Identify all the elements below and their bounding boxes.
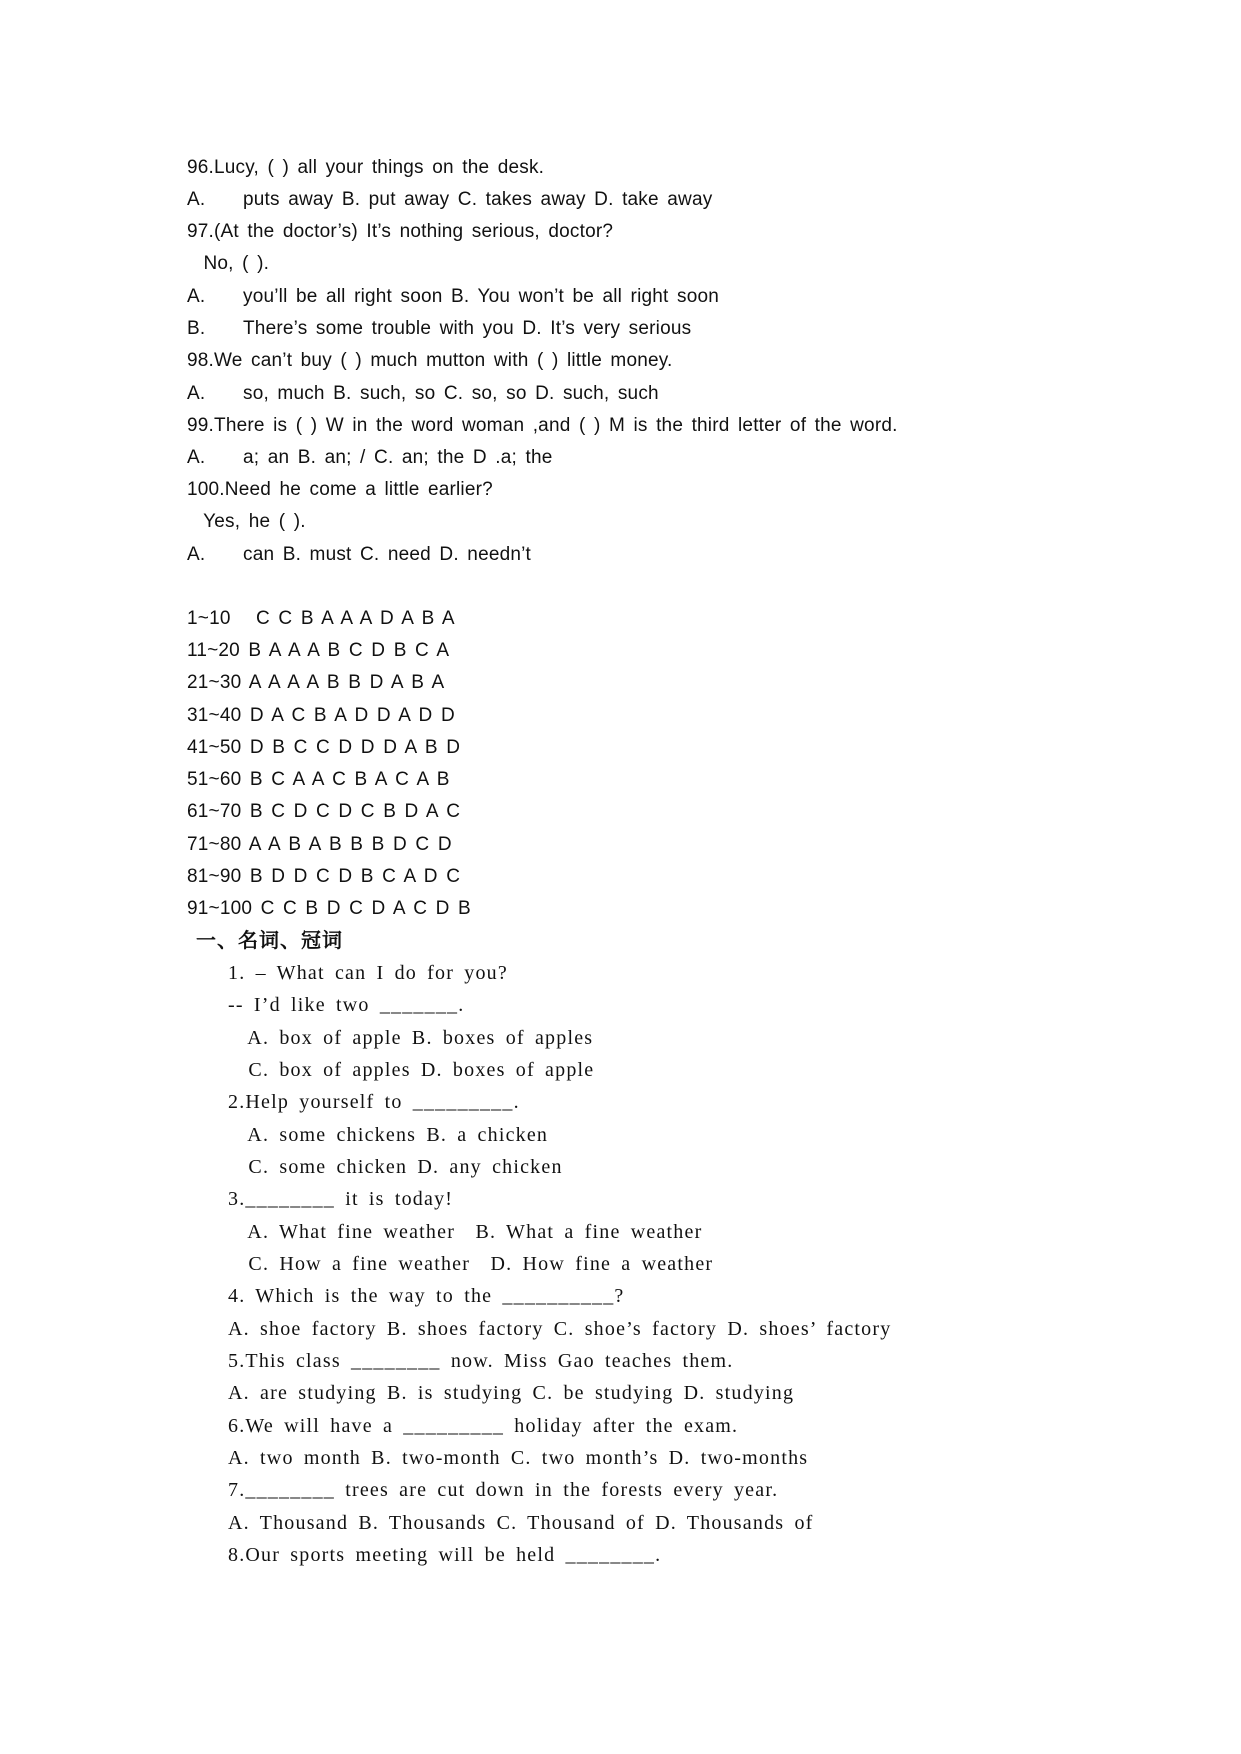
option-letter: A.	[187, 189, 206, 210]
question-96-options	[187, 190, 712, 209]
question-98: 98.We can’t buy ( ) much mutton with ( ) little money.	[187, 350, 673, 371]
option-letter: A.	[187, 383, 206, 404]
answer-key-row: 91~100 C C B D C D A C D B	[187, 898, 471, 919]
question-99: 99.There is ( ) W in the word woman ,and ( ) M is the third letter of the word.	[187, 415, 898, 436]
answer-key-row: 71~80 A A B A B B B D C D	[187, 834, 452, 855]
section-heading: 一、名词、冠词	[196, 928, 343, 952]
question-100-prompt: Yes, he ( ).	[195, 511, 306, 532]
question-100-options	[187, 545, 531, 564]
answer-key-row: 31~40 D A C B A D D A D D	[187, 705, 455, 726]
option-line: A. two month B. two-month C. two month’s D. two-months	[228, 1447, 809, 1469]
answer-key-row: 61~70 B C D C D C B D A C	[187, 801, 461, 822]
question-line: 3.________ it is today!	[228, 1188, 454, 1210]
option-text: can B. must C. need D. needn’t	[243, 544, 532, 565]
question-100: 100.Need he come a little earlier?	[187, 479, 493, 500]
answer-key-row: 1~10 C C B A A A D A B A	[187, 608, 455, 629]
option-letter: A.	[187, 286, 206, 307]
option-letter: B.	[187, 318, 206, 339]
option-line: A. some chickens B. a chicken	[228, 1124, 549, 1146]
option-line: C. How a fine weather D. How fine a weather	[228, 1253, 714, 1275]
answer-key-row: 81~90 B D D C D B C A D C	[187, 866, 461, 887]
question-line: 2.Help yourself to _________.	[228, 1091, 520, 1113]
answer-key-row: 51~60 B C A A C B A C A B	[187, 769, 450, 790]
option-line: C. box of apples D. boxes of apple	[228, 1059, 595, 1081]
option-line: A. shoe factory B. shoes factory C. shoe’s factory D. shoes’ factory	[228, 1318, 892, 1340]
option-line: A. are studying B. is studying C. be studying D. studying	[228, 1382, 795, 1404]
option-letter: A.	[187, 447, 206, 468]
question-97: 97.(At the doctor’s) It’s nothing serious, doctor?	[187, 221, 614, 242]
question-96: 96.Lucy, ( ) all your things on the desk.	[187, 157, 545, 178]
question-line: 1. – What can I do for you?	[228, 962, 508, 984]
question-97-options-1	[187, 287, 719, 306]
option-line: A. Thousand B. Thousands C. Thousand of D. Thousands of	[228, 1512, 814, 1534]
question-line: 8.Our sports meeting will be held ________.	[228, 1544, 662, 1566]
answer-key-row: 11~20 B A A A B C D B C A	[187, 640, 450, 661]
option-text: There’s some trouble with you D. It’s very serious	[243, 318, 692, 339]
question-97-prompt: No, ( ).	[195, 253, 270, 274]
question-line: 4. Which is the way to the __________?	[228, 1285, 625, 1307]
answer-key-row: 41~50 D B C C D D D A B D	[187, 737, 461, 758]
option-text: you’ll be all right soon B. You won’t be all right soon	[243, 286, 719, 307]
question-97-options-2	[187, 319, 691, 338]
option-line: A. What fine weather B. What a fine weather	[228, 1221, 703, 1243]
question-line: 5.This class ________ now. Miss Gao teaches them.	[228, 1350, 734, 1372]
option-line: A. box of apple B. boxes of apples	[228, 1027, 594, 1049]
option-line: C. some chicken D. any chicken	[228, 1156, 563, 1178]
option-text: so, much B. such, so C. so, so D. such, such	[243, 383, 659, 404]
question-99-options	[187, 448, 553, 467]
option-letter: A.	[187, 544, 206, 565]
question-line: 7.________ trees are cut down in the forests every year.	[228, 1479, 779, 1501]
question-line: -- I’d like two _______.	[228, 994, 465, 1016]
option-text: a; an B. an; / C. an; the D .a; the	[243, 447, 553, 468]
answer-key-row: 21~30 A A A A B B D A B A	[187, 672, 445, 693]
question-98-options	[187, 384, 659, 403]
question-line: 6.We will have a _________ holiday after the exam.	[228, 1415, 739, 1437]
option-text: puts away B. put away C. takes away D. take away	[243, 189, 713, 210]
